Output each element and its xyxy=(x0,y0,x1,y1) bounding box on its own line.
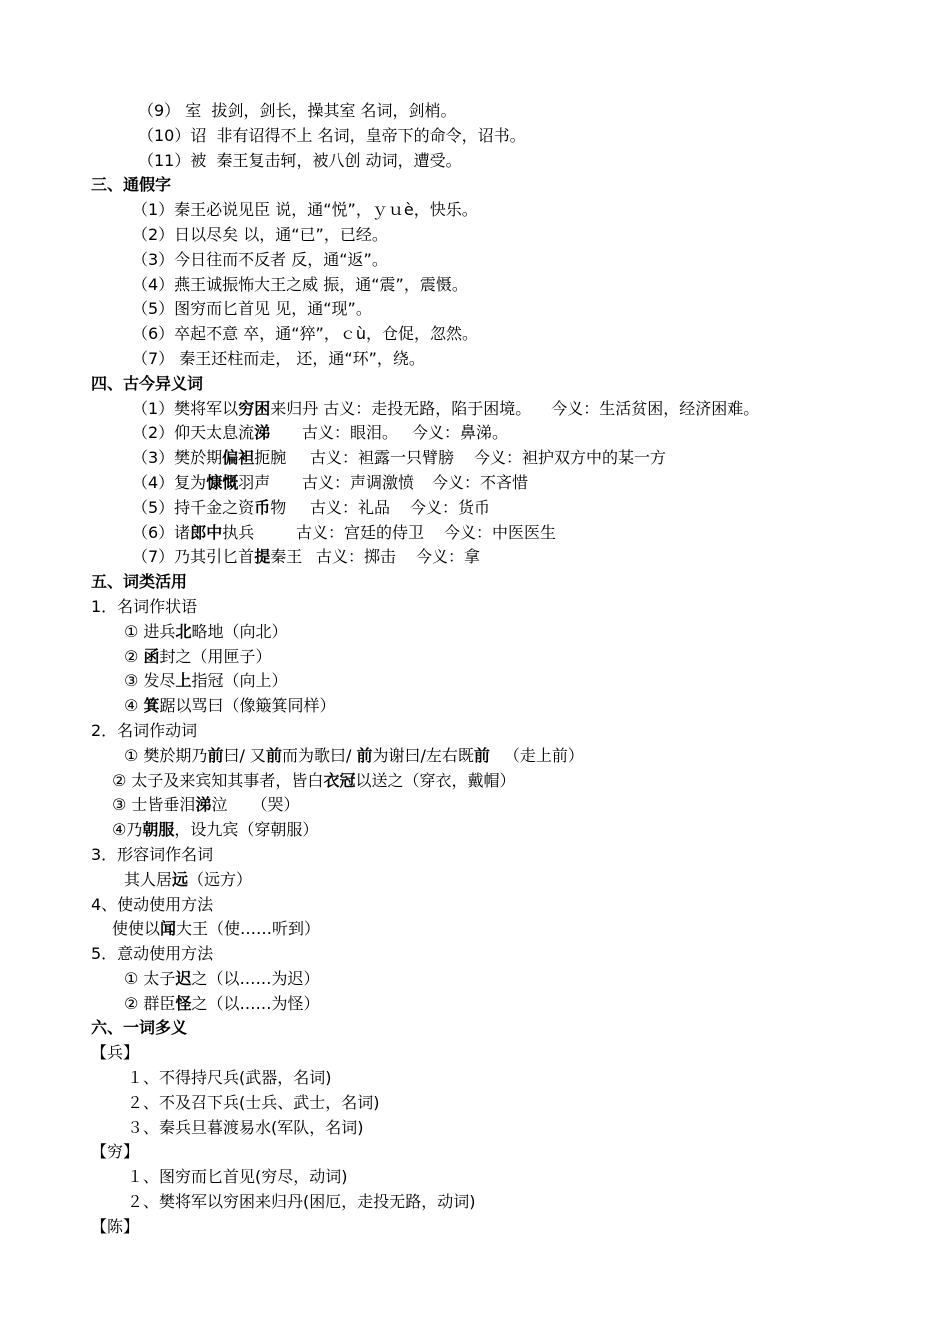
ancient-meaning: 古义：礼品 xyxy=(310,497,391,517)
example-sentence: （4）复为慷慨羽声 xyxy=(132,472,271,492)
ancient-meaning: 古义：走投无路，陷于困境。 xyxy=(323,398,532,418)
tongjiazi-item: （3）今日往而不反者 反，通“返”。 xyxy=(132,249,388,269)
section-heading-tongjiazi: 三、通假字 xyxy=(91,175,172,195)
tongjiazi-item: （6）卒起不意 卒，通“猝”，ｃù，仓促，忽然。 xyxy=(132,324,478,344)
modern-meaning: 今义：不吝惜 xyxy=(432,472,529,492)
duoyi-item: ２、不及召下兵(士兵、武士，名词) xyxy=(127,1092,380,1112)
tongjiazi-item: （1）秦王必说见臣 说，通“悦”，ｙｕè，快乐。 xyxy=(132,200,478,220)
subsection-title: 4、使动使用方法 xyxy=(91,894,214,914)
modern-meaning: 今义：袒护双方中的某一方 xyxy=(474,448,667,468)
example-sentence: （6）诸郎中执兵 xyxy=(132,522,255,542)
gujin-item xyxy=(0,545,950,570)
subsection-title: 1．名词作状语 xyxy=(91,596,198,616)
subsection-title: 2．名词作动词 xyxy=(91,720,198,740)
huoyong-item: ④ 箕踞以骂曰（像簸箕同样） xyxy=(124,696,336,716)
word-label-bing: 【兵】 xyxy=(91,1043,140,1063)
section-heading-cilei-huoyong: 五、词类活用 xyxy=(91,572,188,592)
huoyong-item: 其人居远（远方） xyxy=(124,869,253,889)
huoyong-item: ① 进兵北略地（向北） xyxy=(124,621,288,641)
modern-meaning: 今义：鼻涕。 xyxy=(412,423,509,443)
gujin-item xyxy=(0,397,950,422)
polysemy-item-11: （11）被 秦王复击轲，被八创 动词，遭受。 xyxy=(138,150,462,170)
duoyi-item: ２、樊将军以穷困来归丹(困厄，走投无路，动词) xyxy=(127,1192,476,1212)
section-heading-gujin-yiyi: 四、古今异义词 xyxy=(91,373,204,393)
example-sentence: （2）仰天太息流涕 xyxy=(132,423,271,443)
example-sentence: （7）乃其引匕首提秦王 xyxy=(132,547,303,567)
tongjiazi-item: （2）日以尽矣 以，通“已”，已经。 xyxy=(132,224,388,244)
tongjiazi-item: （4）燕王诚振怖大王之威 振，通“震”，震慑。 xyxy=(132,274,468,294)
ancient-meaning: 古义：宫廷的侍卫 xyxy=(296,522,425,542)
huoyong-item: 使使以闻大王（使……听到） xyxy=(112,919,321,939)
gujin-item xyxy=(0,471,950,496)
ancient-meaning: 古义：掷击 xyxy=(316,547,397,567)
huoyong-item: ① 太子迟之（以……为迟） xyxy=(124,968,320,988)
duoyi-item: ３、秦兵旦暮渡易水(军队，名词) xyxy=(127,1117,364,1137)
duoyi-item: １、图穷而匕首见(穷尽，动词) xyxy=(127,1167,348,1187)
polysemy-item-9: （9） 室 拔剑，剑长，操其室 名词，剑梢。 xyxy=(138,101,457,120)
huoyong-item: ④乃朝服，设九宾（穿朝服） xyxy=(112,820,319,840)
example-sentence: （5）持千金之资币物 xyxy=(132,497,287,517)
huoyong-item: ③ 发尽上指冠（向上） xyxy=(124,671,288,691)
tongjiazi-item: （5）图穷而匕首见 见，通“现”。 xyxy=(132,299,372,319)
ancient-meaning: 古义：眼泪。 xyxy=(302,423,399,443)
ancient-meaning: 古义：袒露一只臂膀 xyxy=(310,448,455,468)
huoyong-item: ② 函封之（用匣子） xyxy=(124,646,272,666)
section-heading-yici-duoyi: 六、一词多义 xyxy=(91,1018,188,1038)
document-page xyxy=(0,99,950,1240)
gujin-item xyxy=(0,496,950,521)
modern-meaning: 今义：拿 xyxy=(416,547,481,567)
tongjiazi-item: （7） 秦王还柱而走， 还，通“环”，绕。 xyxy=(132,348,425,368)
word-label-chen: 【陈】 xyxy=(91,1216,140,1236)
example-sentence: （1）樊将军以穷困来归丹 xyxy=(132,398,319,418)
huoyong-item: ③ 士皆垂泪涕泣 （哭） xyxy=(112,795,300,815)
ancient-meaning: 古义：声调激愤 xyxy=(302,472,415,492)
huoyong-item: ① 樊於期乃前曰/ 又前而为歌曰/ 前为谢曰/左右既前 （走上前） xyxy=(124,745,584,765)
huoyong-item: ② 太子及来宾知其事者，皆白衣冠以送之（穿衣，戴帽） xyxy=(112,770,516,790)
modern-meaning: 今义：货币 xyxy=(410,497,491,517)
polysemy-item-10: （10）诏 非有诏得不上 名词，皇帝下的命令，诏书。 xyxy=(138,125,526,145)
gujin-item xyxy=(0,421,950,446)
huoyong-item: ② 群臣怪之（以……为怪） xyxy=(124,993,320,1013)
modern-meaning: 今义：生活贫困，经济困难。 xyxy=(551,398,760,418)
subsection-title: 5．意动使用方法 xyxy=(91,944,214,964)
duoyi-item: １、不得持尺兵(武器，名词) xyxy=(127,1068,332,1088)
gujin-item xyxy=(0,521,950,546)
word-label-qiong: 【穷】 xyxy=(91,1142,140,1162)
subsection-title: 3．形容词作名词 xyxy=(91,844,214,864)
example-sentence: （3）樊於期偏袒扼腕 xyxy=(132,448,287,468)
gujin-item xyxy=(0,446,950,471)
modern-meaning: 今义：中医医生 xyxy=(444,522,557,542)
